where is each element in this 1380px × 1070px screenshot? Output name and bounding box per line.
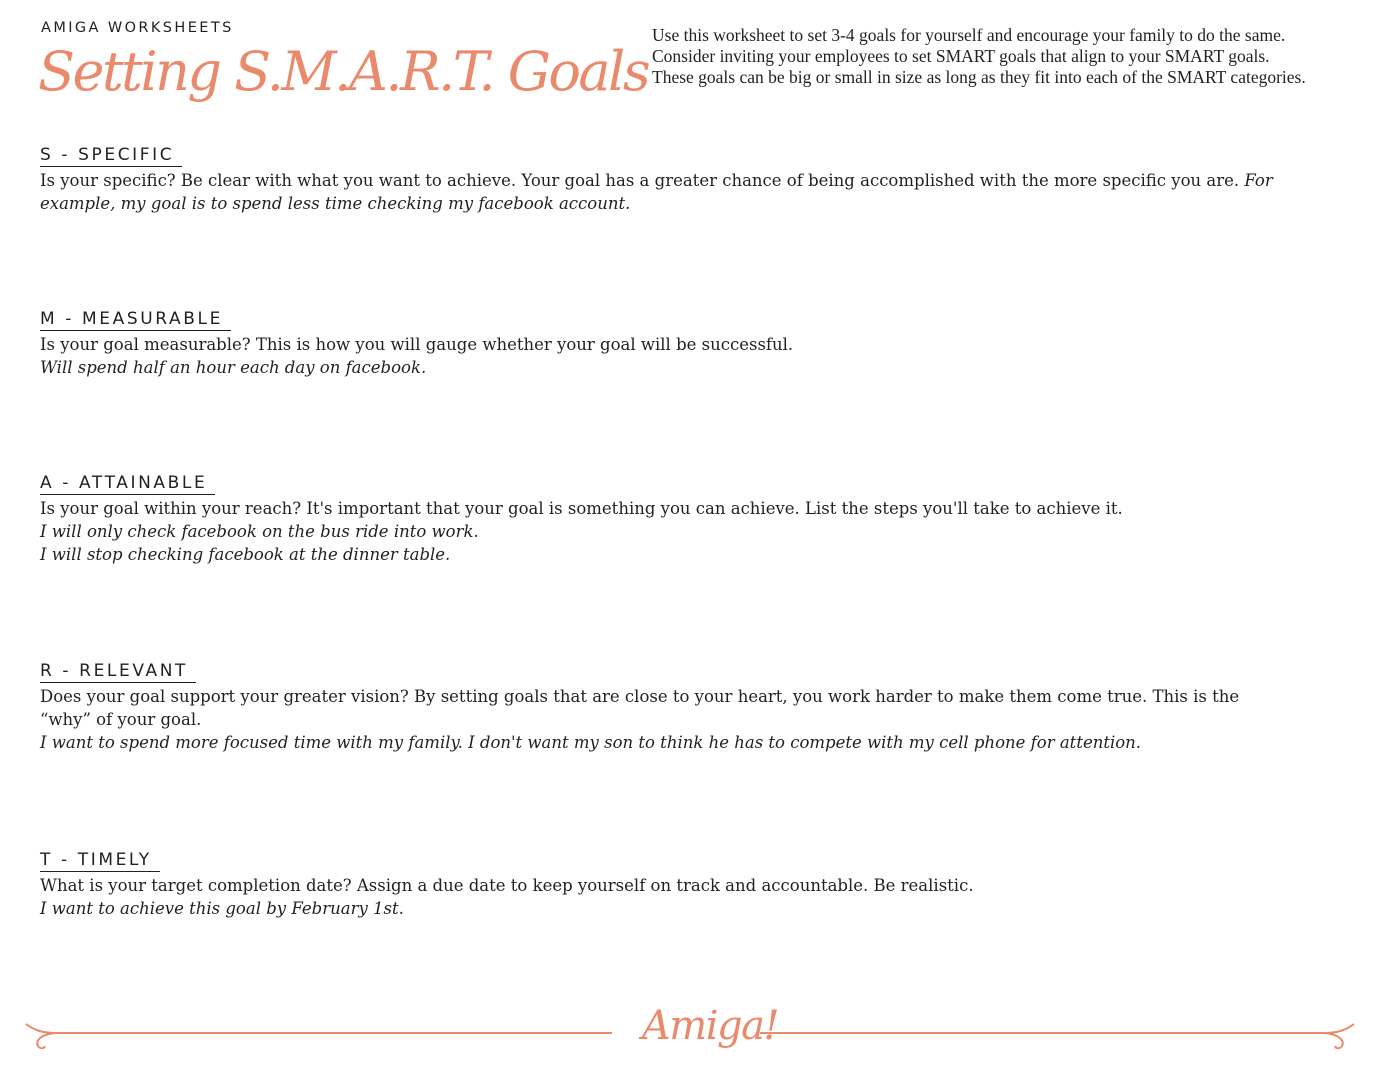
- attainable-example-2: I will stop checking facebook at the dinner table.: [40, 545, 451, 564]
- brand-label: AMIGA WORKSHEETS: [41, 20, 234, 36]
- measurable-description: Is your goal measurable? This is how you will gauge whether your goal will be successful.: [40, 335, 794, 354]
- footer-logo: Amiga!: [641, 1003, 779, 1049]
- footer: [20, 1000, 1360, 1066]
- timely-example: I want to achieve this goal by February 1st.: [40, 899, 404, 918]
- section-heading-measurable: M - MEASURABLE: [40, 310, 231, 331]
- section-timely: [40, 850, 1280, 920]
- measurable-example: Will spend half an hour each day on facebook.: [40, 358, 427, 377]
- section-measurable: [40, 309, 1280, 379]
- section-attainable: [40, 473, 1280, 566]
- attainable-example-1: I will only check facebook on the bus ride into work.: [40, 522, 479, 541]
- specific-description: Is your specific? Be clear with what you want to achieve. Your goal has a greater chance of being accomplished with the more specific you are.: [40, 171, 1245, 190]
- section-specific: [40, 145, 1280, 215]
- relevant-description: Does your goal support your greater vision? By setting goals that are close to your heart, you work harder to make them come true. This is the “why” of your goal.: [40, 687, 1240, 729]
- intro-paragraph: Use this worksheet to set 3-4 goals for yourself and encourage your family to do the same. Consider inviting your employees to set SMART goals that align to your SMART goals. These goals can be big or small in size as long as they fit into each of the SMART categories.: [652, 25, 1306, 87]
- section-heading-specific: S - SPECIFIC: [40, 146, 182, 167]
- section-heading-relevant: R - RELEVANT: [40, 662, 196, 683]
- timely-description: What is your target completion date? Assign a due date to keep yourself on track and accountable. Be realistic.: [40, 876, 974, 895]
- section-heading-timely: T - TIMELY: [40, 851, 160, 872]
- attainable-description: Is your goal within your reach? It's important that your goal is something you can achieve. List the steps you'll take to achieve it.: [40, 499, 1123, 518]
- section-heading-attainable: A - ATTAINABLE: [40, 474, 215, 495]
- relevant-example: I want to spend more focused time with my family. I don't want my son to think he has to compete with my cell phone for attention.: [40, 733, 1142, 752]
- page-title: Setting S.M.A.R.T. Goals: [38, 40, 649, 103]
- specific-example: For example, my goal is to spend less time checking my facebook account.: [40, 171, 1273, 213]
- section-relevant: [40, 661, 1280, 754]
- section-text-specific: [40, 169, 1280, 215]
